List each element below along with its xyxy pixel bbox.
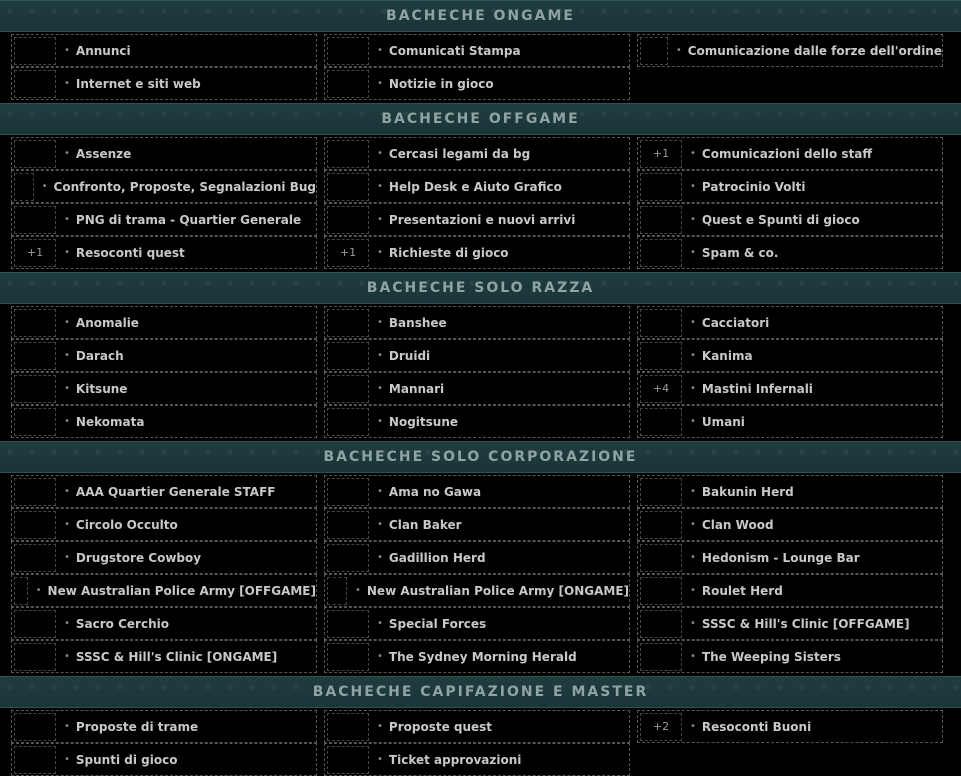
new-posts-counter <box>327 643 369 671</box>
new-posts-counter <box>327 746 369 774</box>
board-link[interactable]: Sacro Cerchio <box>75 616 169 631</box>
bullet-icon: • <box>35 585 42 596</box>
bullet-icon: • <box>377 519 383 530</box>
board-item[interactable] <box>11 541 317 574</box>
board-link[interactable]: Comunicazione dalle forze dell'ordine <box>687 43 942 58</box>
board-item[interactable] <box>11 34 317 67</box>
new-posts-counter <box>14 70 56 98</box>
bullet-icon: • <box>64 519 70 530</box>
board-item[interactable] <box>324 640 630 673</box>
bullet-icon: • <box>64 214 70 225</box>
bullet-icon: • <box>64 618 70 629</box>
board-link[interactable]: Notizie in gioco <box>388 76 494 91</box>
bullet-icon: • <box>675 45 682 56</box>
board-link[interactable]: Roulet Herd <box>701 583 783 598</box>
board-item[interactable] <box>11 67 317 100</box>
new-posts-counter <box>14 643 56 671</box>
board-item[interactable] <box>11 405 317 438</box>
board-item[interactable] <box>11 710 317 743</box>
board-link[interactable]: Kanima <box>701 348 753 363</box>
board-link[interactable]: Nogitsune <box>388 414 458 429</box>
bullet-icon: • <box>377 552 383 563</box>
bullet-icon: • <box>377 350 383 361</box>
bullet-icon: • <box>690 486 696 497</box>
new-posts-counter <box>640 206 682 234</box>
bullet-icon: • <box>64 45 70 56</box>
board-link[interactable]: Circolo Occulto <box>75 517 178 532</box>
new-posts-counter <box>640 342 682 370</box>
bullet-icon: • <box>64 78 70 89</box>
board-item[interactable] <box>11 236 317 269</box>
board-link[interactable]: Quest e Spunti di gioco <box>701 212 860 227</box>
bullet-icon: • <box>690 552 696 563</box>
new-posts-counter <box>640 239 682 267</box>
board-link[interactable]: Proposte quest <box>388 719 493 734</box>
board-item[interactable] <box>637 710 943 743</box>
new-posts-counter <box>14 206 56 234</box>
bullet-icon: • <box>690 721 696 732</box>
new-posts-counter <box>327 309 369 337</box>
bullet-icon: • <box>690 350 696 361</box>
new-posts-counter <box>327 544 369 572</box>
new-posts-counter <box>640 309 682 337</box>
board-link[interactable]: Mannari <box>388 381 445 396</box>
new-posts-counter: +1 <box>640 140 682 168</box>
new-posts-counter <box>327 577 347 605</box>
bullet-icon: • <box>690 585 696 596</box>
board-link[interactable]: Mastini Infernali <box>701 381 813 396</box>
board-item[interactable] <box>637 475 943 508</box>
board-item[interactable] <box>324 574 630 607</box>
board-grid <box>0 32 961 100</box>
board-item[interactable] <box>11 574 317 607</box>
board-link[interactable]: Umani <box>701 414 745 429</box>
new-posts-counter <box>327 173 369 201</box>
board-item[interactable] <box>324 607 630 640</box>
bullet-icon: • <box>690 651 696 662</box>
board-link[interactable]: SSSC & Hill's Clinic [ONGAME] <box>75 649 278 664</box>
new-posts-counter <box>14 140 56 168</box>
board-link[interactable]: Nekomata <box>75 414 145 429</box>
new-posts-counter <box>640 408 682 436</box>
bullet-icon: • <box>377 721 383 732</box>
new-posts-counter <box>327 478 369 506</box>
new-posts-counter <box>327 342 369 370</box>
board-link[interactable]: Confronto, Proposte, Segnalazioni Bug <box>53 179 316 194</box>
board-item[interactable] <box>11 475 317 508</box>
board-link[interactable]: Clan Baker <box>388 517 462 532</box>
bullet-icon: • <box>377 416 383 427</box>
board-item[interactable] <box>11 203 317 236</box>
board-item[interactable] <box>324 405 630 438</box>
new-posts-counter <box>14 309 56 337</box>
bullet-icon: • <box>690 416 696 427</box>
new-posts-counter <box>640 577 682 605</box>
new-posts-counter <box>327 375 369 403</box>
board-grid <box>0 304 961 438</box>
board-link[interactable]: Assenze <box>75 146 132 161</box>
new-posts-counter <box>14 544 56 572</box>
bullet-icon: • <box>64 754 70 765</box>
board-item[interactable] <box>324 541 630 574</box>
section-header: BACHECHE CAPIFAZIONE E MASTER <box>0 676 961 708</box>
board-link[interactable]: Anomalie <box>75 315 139 330</box>
bullet-icon: • <box>64 416 70 427</box>
board-item[interactable] <box>324 236 630 269</box>
new-posts-counter <box>327 140 369 168</box>
board-item[interactable] <box>637 306 943 339</box>
new-posts-counter: +2 <box>640 713 682 741</box>
board-link[interactable]: PNG di trama - Quartier Generale <box>75 212 302 227</box>
board-link[interactable]: Help Desk e Aiuto Grafico <box>388 179 562 194</box>
board-link[interactable]: Cercasi legami da bg <box>388 146 531 161</box>
bullet-icon: • <box>690 214 696 225</box>
bullet-icon: • <box>377 618 383 629</box>
board-item[interactable] <box>324 508 630 541</box>
board-link[interactable]: Patrocinio Volti <box>701 179 806 194</box>
board-link[interactable]: Comunicati Stampa <box>388 43 521 58</box>
bullet-icon: • <box>377 148 383 159</box>
bullet-icon: • <box>354 585 361 596</box>
bullet-icon: • <box>64 486 70 497</box>
bullet-icon: • <box>690 383 696 394</box>
board-link[interactable]: New Australian Police Army [ONGAME] <box>366 583 629 598</box>
new-posts-counter <box>327 37 369 65</box>
bullet-icon: • <box>64 247 70 258</box>
new-posts-counter <box>640 173 682 201</box>
board-item[interactable] <box>637 34 943 67</box>
new-posts-counter <box>14 375 56 403</box>
board-item[interactable] <box>637 405 943 438</box>
board-link[interactable]: Banshee <box>388 315 447 330</box>
board-item[interactable] <box>324 743 630 776</box>
board-item[interactable] <box>637 574 943 607</box>
bullet-icon: • <box>377 651 383 662</box>
board-link[interactable]: Proposte di trame <box>75 719 199 734</box>
new-posts-counter <box>14 342 56 370</box>
new-posts-counter <box>14 408 56 436</box>
board-link[interactable]: Comunicazioni dello staff <box>701 146 873 161</box>
section-header: BACHECHE SOLO RAZZA <box>0 272 961 304</box>
board-link[interactable]: Special Forces <box>388 616 487 631</box>
board-link[interactable]: Ama no Gawa <box>388 484 482 499</box>
bullet-icon: • <box>690 317 696 328</box>
board-link[interactable]: Resoconti quest <box>75 245 185 260</box>
bullet-icon: • <box>64 651 70 662</box>
board-link[interactable]: Resoconti Buoni <box>701 719 812 734</box>
board-link[interactable]: Internet e siti web <box>75 76 201 91</box>
board-item[interactable] <box>637 607 943 640</box>
bullet-icon: • <box>64 317 70 328</box>
new-posts-counter <box>14 173 34 201</box>
board-item[interactable] <box>11 607 317 640</box>
new-posts-counter: +4 <box>640 375 682 403</box>
new-posts-counter <box>327 408 369 436</box>
board-item[interactable] <box>324 170 630 203</box>
new-posts-counter <box>640 544 682 572</box>
board-item[interactable] <box>11 137 317 170</box>
board-link[interactable]: Presentazioni e nuovi arrivi <box>388 212 576 227</box>
board-item[interactable] <box>637 372 943 405</box>
new-posts-counter <box>640 643 682 671</box>
board-link[interactable]: Gadillion Herd <box>388 550 486 565</box>
board-link[interactable]: Druidi <box>388 348 431 363</box>
board-item[interactable] <box>11 170 317 203</box>
board-item[interactable] <box>11 508 317 541</box>
bullet-icon: • <box>377 45 383 56</box>
new-posts-counter <box>327 511 369 539</box>
board-link[interactable]: The Sydney Morning Herald <box>388 649 577 664</box>
board-item[interactable] <box>324 67 630 100</box>
board-item[interactable] <box>637 640 943 673</box>
board-grid <box>0 135 961 269</box>
bullet-icon: • <box>64 148 70 159</box>
bullet-icon: • <box>377 78 383 89</box>
board-item[interactable] <box>11 339 317 372</box>
board-item[interactable] <box>324 34 630 67</box>
bullet-icon: • <box>64 350 70 361</box>
board-link[interactable]: Richieste di gioco <box>388 245 509 260</box>
section-header: BACHECHE OFFGAME <box>0 103 961 135</box>
bullet-icon: • <box>64 721 70 732</box>
new-posts-counter: +1 <box>327 239 369 267</box>
new-posts-counter <box>327 610 369 638</box>
board-link[interactable]: The Weeping Sisters <box>701 649 841 664</box>
new-posts-counter: +1 <box>14 239 56 267</box>
bullet-icon: • <box>690 618 696 629</box>
new-posts-counter <box>14 37 56 65</box>
bullet-icon: • <box>64 552 70 563</box>
new-posts-counter <box>14 511 56 539</box>
new-posts-counter <box>327 713 369 741</box>
board-link[interactable]: SSSC & Hill's Clinic [OFFGAME] <box>701 616 910 631</box>
bullet-icon: • <box>377 317 383 328</box>
board-item[interactable] <box>11 372 317 405</box>
board-link[interactable]: Ticket approvazioni <box>388 752 522 767</box>
new-posts-counter <box>14 610 56 638</box>
board-link[interactable]: AAA Quartier Generale STAFF <box>75 484 276 499</box>
board-link[interactable]: New Australian Police Army [OFFGAME] <box>47 583 316 598</box>
board-link[interactable]: Drugstore Cowboy <box>75 550 202 565</box>
bullet-icon: • <box>377 214 383 225</box>
board-item[interactable] <box>637 508 943 541</box>
board-item[interactable] <box>324 710 630 743</box>
board-item[interactable] <box>324 475 630 508</box>
board-item[interactable] <box>637 170 943 203</box>
new-posts-counter <box>640 511 682 539</box>
bullet-icon: • <box>377 486 383 497</box>
board-link[interactable]: Cacciatori <box>701 315 770 330</box>
new-posts-counter <box>14 713 56 741</box>
new-posts-counter <box>640 478 682 506</box>
board-item[interactable] <box>11 743 317 776</box>
section-header: BACHECHE SOLO CORPORAZIONE <box>0 441 961 473</box>
board-item[interactable] <box>637 541 943 574</box>
new-posts-counter <box>14 746 56 774</box>
board-link[interactable]: Spunti di gioco <box>75 752 178 767</box>
board-link[interactable]: Clan Wood <box>701 517 774 532</box>
board-item[interactable] <box>11 640 317 673</box>
board-grid <box>0 473 961 673</box>
board-item[interactable] <box>637 236 943 269</box>
bullet-icon: • <box>690 247 696 258</box>
bullet-icon: • <box>377 754 383 765</box>
new-posts-counter <box>640 610 682 638</box>
board-item[interactable] <box>324 339 630 372</box>
new-posts-counter <box>327 70 369 98</box>
board-item[interactable] <box>637 203 943 236</box>
board-link[interactable]: Spam & co. <box>701 245 779 260</box>
board-link[interactable]: Darach <box>75 348 124 363</box>
board-item[interactable] <box>11 306 317 339</box>
bullet-icon: • <box>690 181 696 192</box>
bullet-icon: • <box>41 181 48 192</box>
bullet-icon: • <box>690 148 696 159</box>
new-posts-counter <box>14 577 28 605</box>
bullet-icon: • <box>377 181 383 192</box>
board-item[interactable] <box>637 339 943 372</box>
bullet-icon: • <box>690 519 696 530</box>
board-link[interactable]: Kitsune <box>75 381 128 396</box>
board-link[interactable]: Bakunin Herd <box>701 484 794 499</box>
board-item[interactable] <box>324 306 630 339</box>
board-item[interactable] <box>324 137 630 170</box>
section-header: BACHECHE ONGAME <box>0 0 961 32</box>
board-item[interactable] <box>637 137 943 170</box>
board-link[interactable]: Hedonism - Lounge Bar <box>701 550 860 565</box>
bullet-icon: • <box>377 383 383 394</box>
new-posts-counter <box>327 206 369 234</box>
board-link[interactable]: Annunci <box>75 43 131 58</box>
board-item[interactable] <box>324 372 630 405</box>
bullet-icon: • <box>377 247 383 258</box>
new-posts-counter <box>640 37 668 65</box>
bullet-icon: • <box>64 383 70 394</box>
board-item[interactable] <box>324 203 630 236</box>
new-posts-counter <box>14 478 56 506</box>
